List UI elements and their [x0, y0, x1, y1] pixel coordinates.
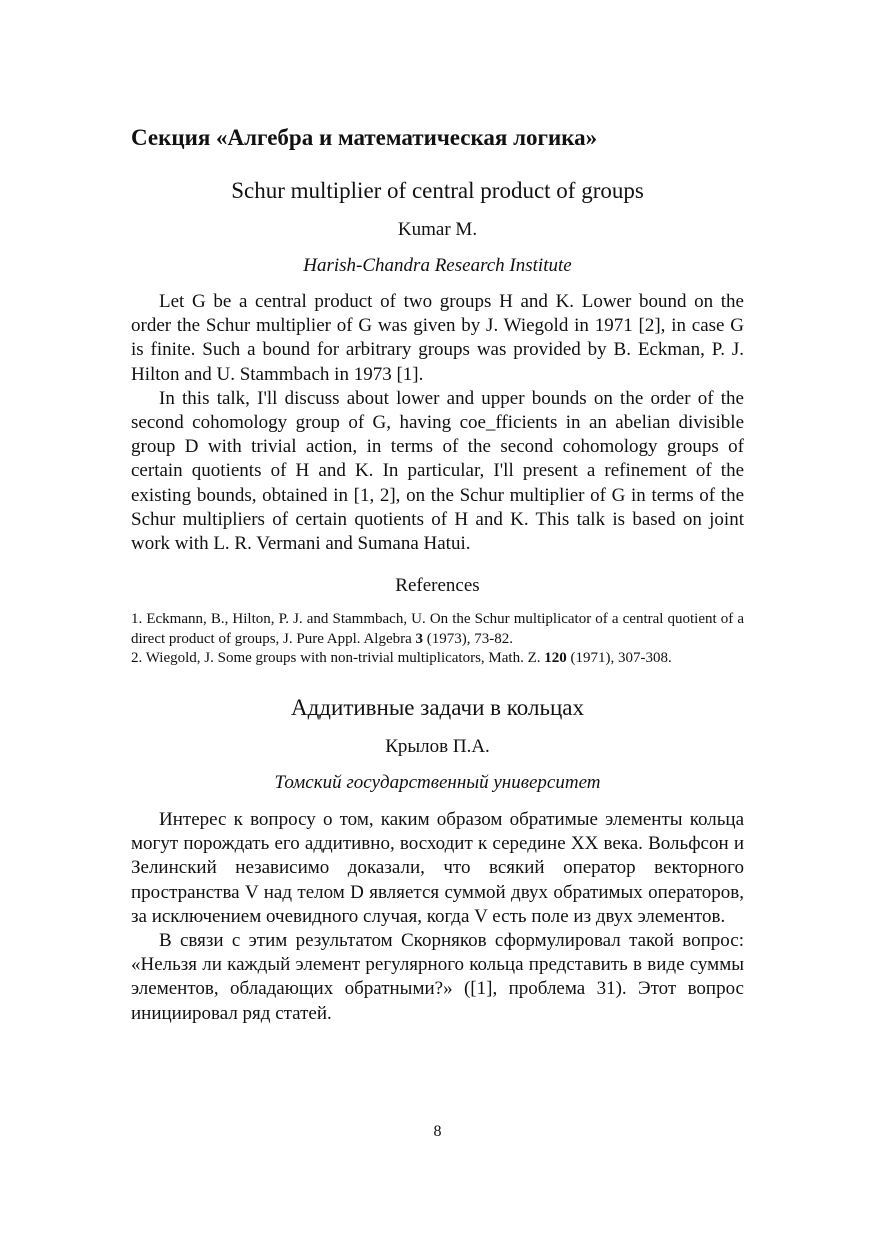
- paragraph: Let G be a central product of two groups H and K. Lower bound on the order the Schur multiplier of G was given by J. Wiegold in 1971 [2], in case G is finite. Such a bound for arbitrary groups was provided by B. Eckman, P. J. Hilton and U. Stammbach in 1973 [1].: [131, 291, 744, 385]
- article-body: [131, 290, 744, 556]
- article-author: Kumar M.: [397, 219, 478, 240]
- reference-item: 1. Eckmann, B., Hilton, P. J. and Stammbach, U. On the Schur multiplicator of a central quotient of a direct product of groups, J. Pure Appl. Algebra 3 (1973), 73-82.: [131, 611, 744, 647]
- page-number: 8: [433, 1123, 442, 1140]
- article-body: [131, 808, 744, 1026]
- paragraph: In this talk, I'll discuss about lower and upper bounds on the order of the second cohomology group of G, having coe_fficients in an abelian divisible group D with trivial action, in terms of the second cohomology groups of certain quotients of H and K. In particular, I'll present a refinement of the existing bounds, obtained in [1, 2], on the Schur multiplier of G in terms of the Schur multipliers of certain quotients of H and K. This talk is based on joint work with L. R. Vermani and Sumana Hatui.: [131, 387, 744, 555]
- reference-item: 2. Wiegold, J. Some groups with non-trivial multiplicators, Math. Z. 120 (1971), 307-308.: [131, 650, 672, 666]
- article-affiliation: Томский государственный университет: [274, 772, 601, 793]
- references-heading: References: [395, 575, 480, 596]
- article-affiliation: Harish-Chandra Research Institute: [303, 255, 572, 276]
- references-list: [131, 610, 744, 669]
- paragraph: В связи с этим результатом Скорняков сформулировал такой вопрос: «Нельзя ли каждый элемент регулярного кольца представить в виде суммы элементов, обладающих обратными?» ([1], проблема 31). Этот вопрос инициировал ряд статей.: [131, 930, 744, 1024]
- paragraph: Интерес к вопросу о том, каким образом обратимые элементы кольца могут порождать его аддитивно, восходит к середине XX века. Вольфсон и Зелинский независимо доказали, что всякий оператор векторного пространства V над телом D является суммой двух обратимых операторов, за исключением очевидного случая, когда V есть поле из двух элементов.: [131, 809, 744, 927]
- article-title: Schur multiplier of central product of groups: [231, 178, 644, 203]
- article-author: Крылов П.А.: [385, 736, 490, 757]
- section-title: Секция «Алгебра и математическая логика»: [131, 125, 598, 150]
- article-title: Аддитивные задачи в кольцах: [291, 695, 584, 720]
